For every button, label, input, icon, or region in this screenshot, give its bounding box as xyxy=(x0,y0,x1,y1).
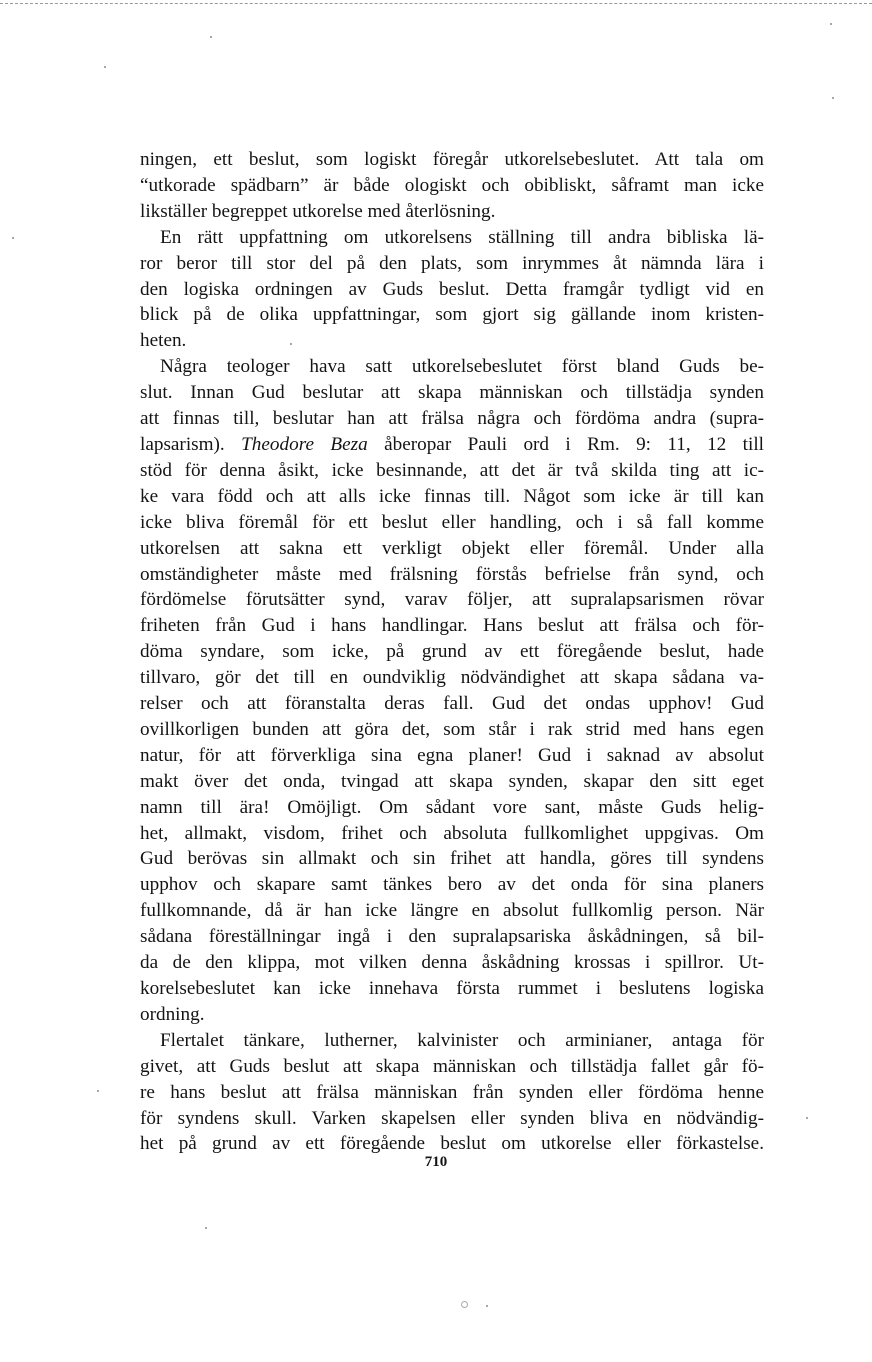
text-line: korelsebeslutet kan icke innehava första rummet i beslutens logiska xyxy=(140,978,764,999)
text-line-with-italic-name xyxy=(140,432,764,458)
text-line: sådana föreställningar ingå i den supralapsariska åskådningen, så bil- xyxy=(140,926,764,948)
text-line: givet, att Guds beslut att skapa människan och tillstädja fallet går fö- xyxy=(140,1055,764,1077)
text-line: Gud berövas sin allmakt och sin frihet att handla, göres till syndens xyxy=(140,848,764,870)
scan-speck xyxy=(832,97,834,99)
text-line: het på grund av ett föregående beslut om utkorelse eller förkastelse. xyxy=(140,1133,764,1155)
text-line: fullkomnande, då är han icke längre en absolut fullkomlig person. När xyxy=(140,900,764,922)
scan-speck xyxy=(210,36,212,38)
text-line: utkorelsen att sakna ett verkligt objekt eller föremål. Under alla xyxy=(140,537,764,559)
text-line: namn till ära! Omöjligt. Om sådant vore sant, måste Guds helig- xyxy=(140,796,764,818)
page-number: 710 xyxy=(424,1154,448,1170)
text-line: omständigheter måste med frälsning förstås befrielse från synd, och xyxy=(140,563,764,585)
text-line: att finnas till, beslutar han att frälsa några och fördöma andra (supra- xyxy=(140,408,764,430)
text-line: makt över det onda, tvingad att skapa synden, skapar den sitt eget xyxy=(140,770,764,792)
text-line: den logiska ordningen av Guds beslut. Detta framgår tydligt vid en xyxy=(140,278,764,300)
text-line: tillvaro, gör det till en oundviklig nödvändighet att skapa sådana va- xyxy=(140,667,764,689)
scan-speck xyxy=(290,343,292,345)
top-edge-rule xyxy=(0,3,872,4)
paragraph-1 xyxy=(140,147,764,225)
text-line: het, allmakt, visdom, frihet och absoluta fullkomlighet uppgivas. Om xyxy=(140,822,764,844)
scan-speck xyxy=(486,1305,488,1307)
scan-speck xyxy=(830,23,832,25)
text-line: En rätt uppfattning om utkorelsens ställning till andra bibliska lä- xyxy=(160,226,764,248)
text-segment: lapsarism). xyxy=(140,433,225,455)
text-line: “utkorade spädbarn” är både ologiskt och obibliskt, såframt man icke xyxy=(140,174,764,196)
text-line: slut. Innan Gud beslutar att skapa människan och tillstädja synden xyxy=(140,382,764,404)
text-line: icke bliva föremål för ett beslut eller handling, och i så fall komme xyxy=(140,511,764,533)
text-line: ror beror till stor del på den plats, som inrymmes åt nämnda lära i xyxy=(140,252,764,274)
text-segment: åberopar Pauli ord i Rm. 9: 11, 12 till xyxy=(384,433,764,455)
text-line: ningen, ett beslut, som logiskt föregår utkorelsebeslutet. Att tala om xyxy=(140,149,764,170)
text-line: relser och att föranstalta deras fall. Gud det ondas upphov! Gud xyxy=(140,693,764,715)
text-line: blick på de olika uppfattningar, som gjort sig gällande inom kristen- xyxy=(140,304,764,326)
text-line: fördömelse förutsätter synd, varav följer, att supralapsarismen rövar xyxy=(140,589,764,611)
scan-speck xyxy=(104,66,106,68)
text-line: heten. xyxy=(140,330,187,352)
scan-ring-mark xyxy=(461,1301,468,1308)
text-line: för syndens skull. Varken skapelsen eller synden bliva en nödvändig- xyxy=(140,1107,764,1129)
text-line: ke vara född och att alls icke finnas till. Något som icke är till kan xyxy=(140,485,764,507)
text-line: friheten från Gud i hans handlingar. Hans beslut att frälsa och för- xyxy=(140,615,764,637)
text-line: ordning. xyxy=(140,1003,205,1025)
italic-author-name: Theodore Beza xyxy=(241,433,368,455)
text-line: re hans beslut att frälsa människan från synden eller fördöma henne xyxy=(140,1081,764,1103)
scan-speck xyxy=(806,1117,808,1119)
paragraph-4 xyxy=(140,1028,764,1158)
body-text xyxy=(140,147,764,1157)
paragraph-2 xyxy=(140,225,764,355)
text-line: döma syndare, som icke, på grund av ett föregående beslut, hade xyxy=(140,641,764,663)
text-line: likställer begreppet utkorelse med återlösning. xyxy=(140,200,496,222)
paragraph-3 xyxy=(140,354,764,1028)
text-line: upphov och skapare samt tänkes bero av det onda för sina planers xyxy=(140,874,764,896)
text-line: natur, för att förverkliga sina egna planer! Gud i saknad av absolut xyxy=(140,744,764,766)
scan-speck xyxy=(97,1090,99,1092)
text-line: ovillkorligen bunden att göra det, som står i rak strid med hans egen xyxy=(140,718,764,740)
text-line: Några teologer hava satt utkorelsebeslutet först bland Guds be- xyxy=(160,356,764,378)
text-line: da de den klippa, mot vilken denna åskådning krossas i spillror. Ut- xyxy=(140,952,764,974)
scan-speck xyxy=(205,1227,207,1229)
scan-speck xyxy=(12,237,14,239)
text-line: stöd för denna åsikt, icke besinnande, att det är två skilda ting att ic- xyxy=(140,459,764,481)
text-line: Flertalet tänkare, lutherner, kalvinister och arminianer, antaga för xyxy=(160,1029,764,1051)
